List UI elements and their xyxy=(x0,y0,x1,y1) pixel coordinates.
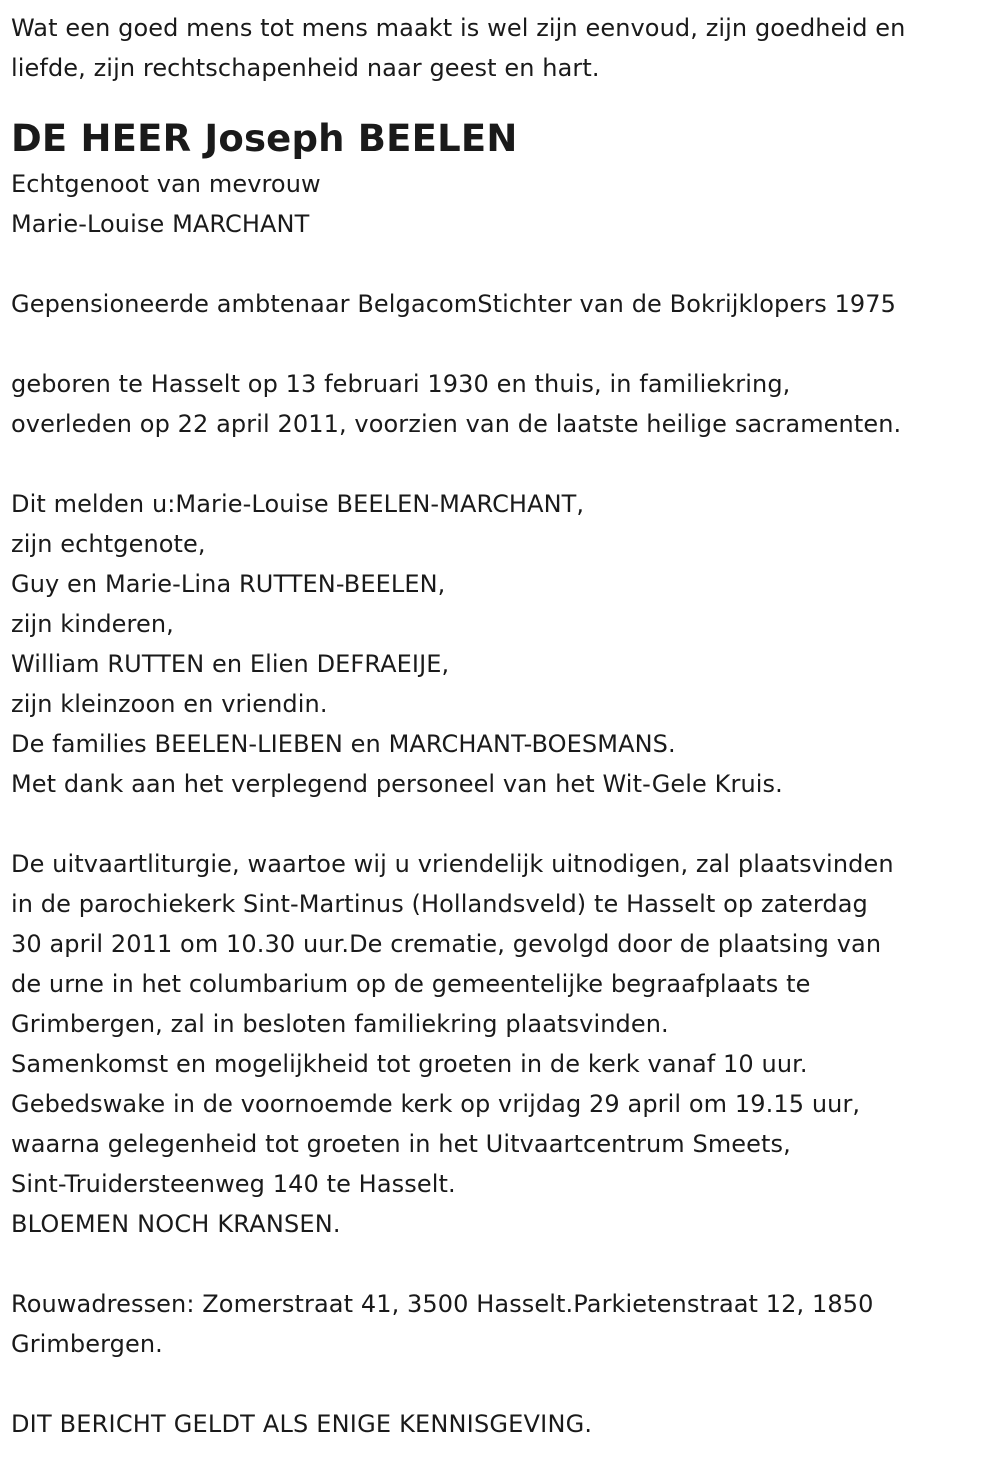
family-line: William RUTTEN en Elien DEFRAEIJE, xyxy=(11,650,450,678)
funeral-line: waarna gelegenheid tot groeten in het Uitvaartcentrum Smeets, xyxy=(11,1130,791,1158)
funeral-line: 30 april 2011 om 10.30 uur.De crematie, gevolgd door de plaatsing van xyxy=(11,930,882,958)
family-list xyxy=(11,484,990,804)
spouse-line: Echtgenoot van mevrouw xyxy=(11,170,321,198)
funeral-line: BLOEMEN NOCH KRANSEN. xyxy=(11,1210,341,1238)
spacer xyxy=(11,444,990,484)
spacer xyxy=(11,324,990,364)
spacer xyxy=(11,1244,990,1284)
spouse-info xyxy=(11,164,990,244)
family-line: zijn kinderen, xyxy=(11,610,174,638)
quote-line: liefde, zijn rechtschapenheid naar geest en hart. xyxy=(11,54,600,82)
spacer xyxy=(11,804,990,844)
family-line: Met dank aan het verplegend personeel van het Wit-Gele Kruis. xyxy=(11,770,783,798)
birth-line: geboren te Hasselt op 13 februari 1930 en thuis, in familiekring, xyxy=(11,370,791,398)
spacer xyxy=(11,244,990,284)
deceased-name: DE HEER Joseph BEELEN xyxy=(11,117,518,160)
family-line: De families BEELEN-LIEBEN en MARCHANT-BOESMANS. xyxy=(11,730,676,758)
funeral-line: Sint-Truidersteenweg 140 te Hasselt. xyxy=(11,1170,456,1198)
death-line: overleden op 22 april 2011, voorzien van de laatste heilige sacramenten. xyxy=(11,410,902,438)
family-line: zijn kleinzoon en vriendin. xyxy=(11,690,328,718)
official-notice: DIT BERICHT GELDT ALS ENIGE KENNISGEVING. xyxy=(11,1410,593,1438)
birth-death-info xyxy=(11,364,990,444)
funeral-line: De uitvaartliturgie, waartoe wij u vriendelijk uitnodigen, zal plaatsvinden xyxy=(11,850,894,878)
funeral-line: de urne in het columbarium op de gemeentelijke begraafplaats te xyxy=(11,970,811,998)
spacer xyxy=(11,1364,990,1404)
family-line: Guy en Marie-Lina RUTTEN-BEELEN, xyxy=(11,570,446,598)
mourning-addresses xyxy=(11,1284,990,1364)
funeral-line: Samenkomst en mogelijkheid tot groeten in de kerk vanaf 10 uur. xyxy=(11,1050,808,1078)
address-line: Grimbergen. xyxy=(11,1330,163,1358)
funeral-line: in de parochiekerk Sint-Martinus (Hollandsveld) te Hasselt op zaterdag xyxy=(11,890,868,918)
spouse-name: Marie-Louise MARCHANT xyxy=(11,210,310,238)
funeral-line: Gebedswake in de voornoemde kerk op vrijdag 29 april om 19.15 uur, xyxy=(11,1090,861,1118)
quote-line: Wat een goed mens tot mens maakt is wel zijn eenvoud, zijn goedheid en xyxy=(11,14,906,42)
occupation: Gepensioneerde ambtenaar BelgacomStichter van de Bokrijklopers 1975 xyxy=(11,290,897,318)
opening-quote xyxy=(11,8,990,88)
funeral-line: Grimbergen, zal in besloten familiekring plaatsvinden. xyxy=(11,1010,669,1038)
address-line: Rouwadressen: Zomerstraat 41, 3500 Hasselt.Parkietenstraat 12, 1850 xyxy=(11,1290,874,1318)
funeral-info xyxy=(11,844,990,1244)
family-line: Dit melden u:Marie-Louise BEELEN-MARCHANT, xyxy=(11,490,585,518)
family-line: zijn echtgenote, xyxy=(11,530,206,558)
